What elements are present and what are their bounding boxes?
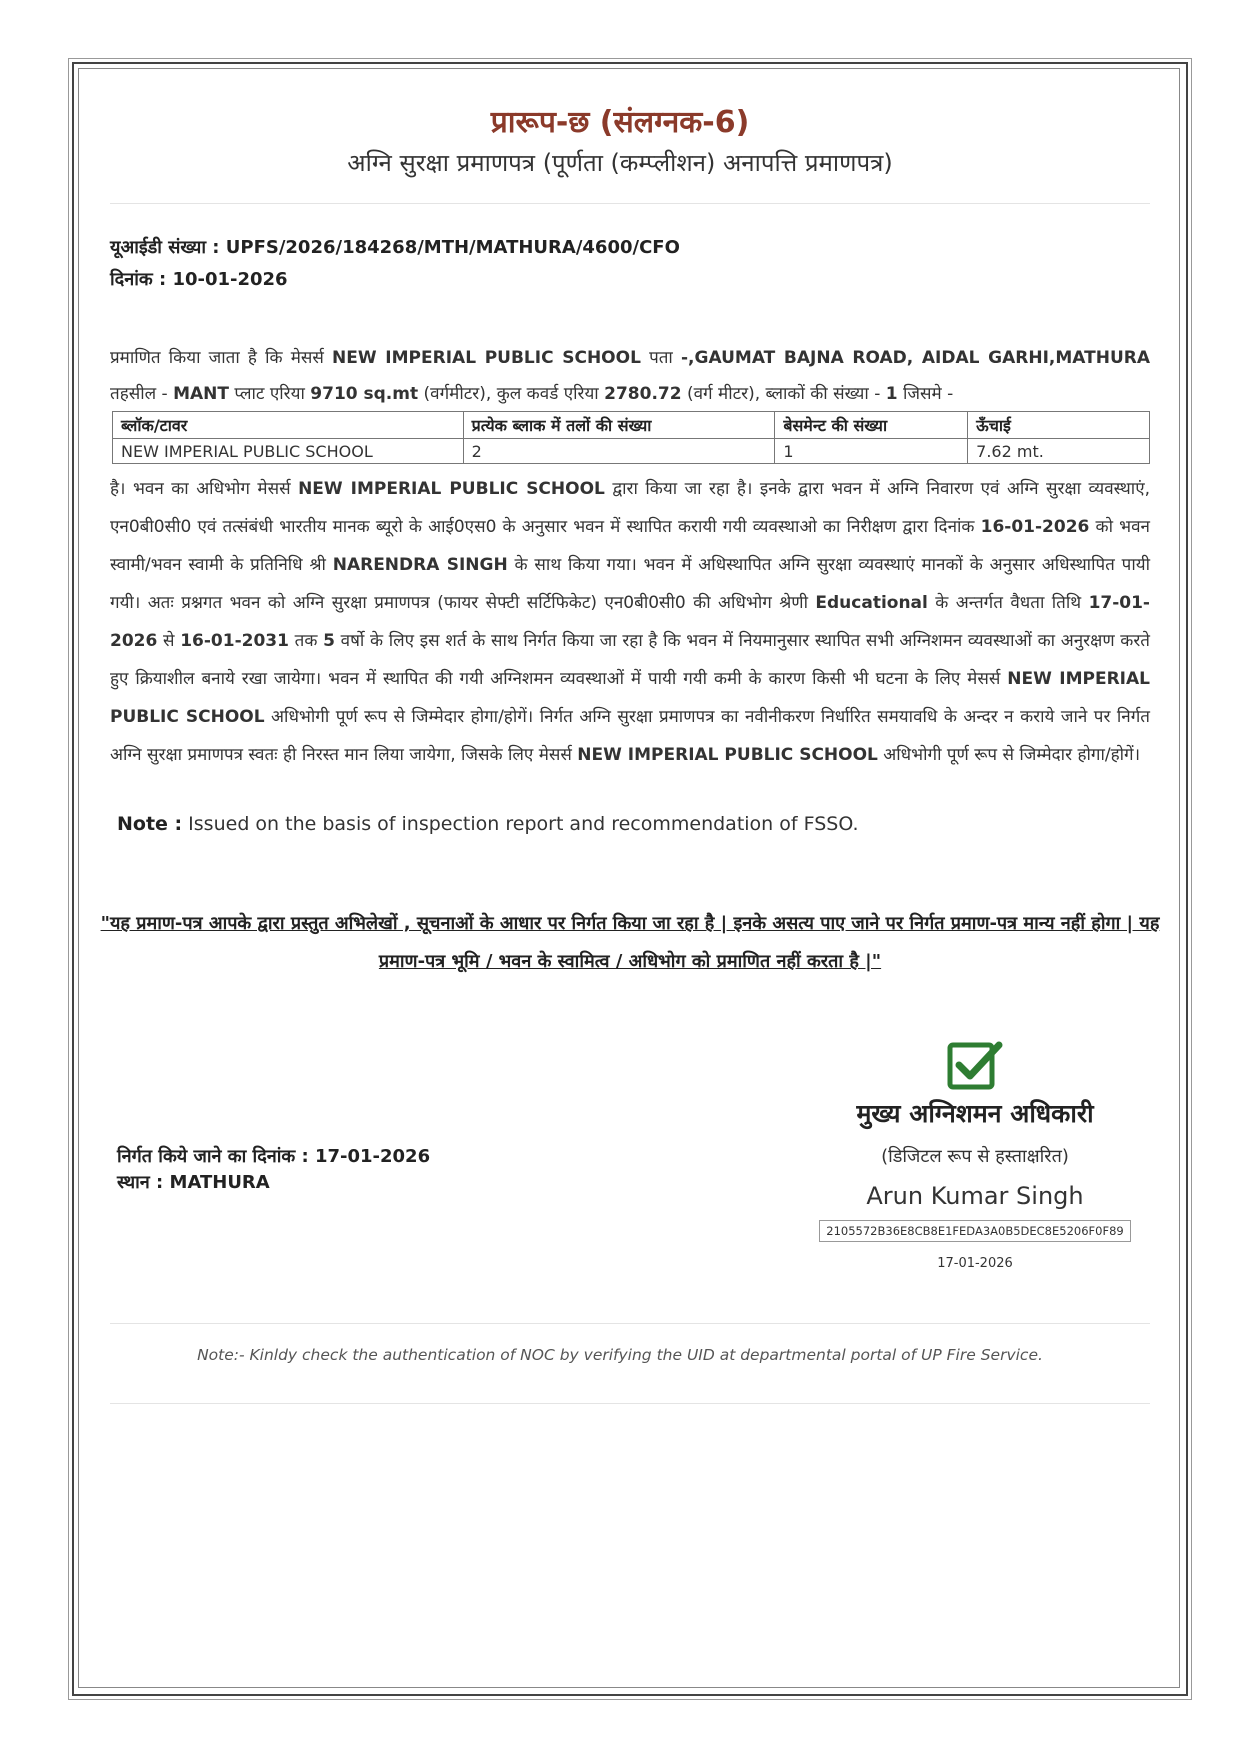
certificate-intro-paragraph [110, 340, 1150, 412]
table-header-row [113, 412, 1150, 439]
column-header: प्रत्येक ब्लाक में तलों की संख्या [463, 412, 775, 439]
text: प्रमाणित किया जाता है कि मेसर्स [110, 348, 333, 368]
text: है। भवन का अधिभोग मेसर्स [110, 479, 299, 499]
text: से [157, 631, 181, 651]
table-cell: 2 [463, 439, 775, 464]
plot-area: 9710 sq.mt [310, 384, 419, 404]
table-cell: 7.62 mt. [968, 439, 1150, 464]
text: के अन्तर्गत वैधता तिथि [927, 593, 1089, 613]
date-line [110, 267, 288, 291]
uid-label: यूआईडी संख्या : [110, 237, 226, 258]
place-label: स्थान : [117, 1172, 170, 1193]
certificate-subtitle: अग्नि सुरक्षा प्रमाणपत्र (पूर्णता (कम्प्लीशन) अनापत्ति प्रमाणपत्र) [347, 149, 893, 177]
signature-date: 17-01-2026 [937, 1256, 1013, 1271]
fsso-note [117, 813, 859, 835]
column-header: ब्लॉक/टावर [113, 412, 464, 439]
blocks-table [112, 411, 1150, 464]
firm-name: NEW IMPERIAL PUBLIC SCHOOL [298, 479, 605, 499]
occupancy-category: Educational [815, 593, 928, 613]
place-line [117, 1170, 270, 1194]
check-icon [947, 1040, 1003, 1092]
text: (वर्गमीटर), कुल कवर्ड एरिया [418, 384, 605, 404]
text: पता [640, 348, 681, 368]
uid-line [110, 235, 680, 259]
text: वर्षो के लिए इस शर्त के साथ निर्गत किया जा रहा है कि भवन में नियमानुसार स्थापित सभी अग्निशमन व्यवस्थाओं का अनुरक्षण करते हुए क्रियाशील बनाये रखा जायेगा। भवन में स्थापित की गयी अग्निशमन व्यवस्थाओं में पायी गयी कमी के कारण किसी भी घटना के लिए मेसर्स [110, 631, 1150, 689]
text: के साथ किया गया। भवन में अधिस्थापित अग्नि सुरक्षा व्यवस्थाएं मानकों के अनुसार अधिस्थापित पायी गयी। अतः प्रश्नगत भवन को अग्नि सुरक्षा प्रमाणपत्र (फायर सेफ्टी सर्टिफिकेट) एन0बी0सी0 की अधिभोग श्रेणी [110, 555, 1150, 613]
text: अधिभोगी पूर्ण रूप से जिम्मेदार होगा/होगें। [877, 745, 1141, 765]
firm-name: NEW IMPERIAL PUBLIC SCHOOL [332, 348, 641, 368]
table-cell: NEW IMPERIAL PUBLIC SCHOOL [113, 439, 464, 464]
firm-name: NEW IMPERIAL PUBLIC SCHOOL [577, 745, 878, 765]
table-cell: 1 [775, 439, 968, 464]
firm-name: NEW IMPERIAL PUBLIC SCHOOL [110, 669, 1150, 727]
text: जिसमे - [897, 384, 954, 404]
officer-title: मुख्य अग्निशमन अधिकारी [856, 1099, 1094, 1128]
table-row [113, 439, 1150, 464]
valid-from-date: 17-01-2026 [110, 593, 1150, 651]
divider [110, 1323, 1150, 1324]
divider [110, 1403, 1150, 1404]
issue-date-value: 17-01-2026 [314, 1146, 431, 1167]
form-title: प्रारूप-छ (संलग्नक-6) [490, 105, 750, 140]
uid-value: UPFS/2026/184268/MTH/MATHURA/4600/CFO [225, 237, 680, 258]
text: अधिभोगी पूर्ण रूप से जिम्मेदार होगा/होगें। निर्गत अग्नि सुरक्षा प्रमाणपत्र का नवीनीकरण निर्धारित समयावधि के अन्दर न कराये जाने पर निर्गत अग्नि सुरक्षा प्रमाणपत्र स्वतः ही निरस्त मान लिया जायेगा, जिसके लिए मेसर्स [110, 707, 1150, 765]
covered-area: 2780.72 [604, 384, 682, 404]
validity-years: 5 [323, 631, 335, 651]
signature-hash: 2105572B36E8CB8E1FEDA3A0B5DEC8E5206F0F89 [819, 1220, 1130, 1242]
text: को भवन स्वामी/भवन स्वामी के प्रतिनिधि श्री [110, 517, 1150, 575]
date-label: दिनांक : [110, 269, 173, 290]
address: -,GAUMAT BAJNA ROAD, AIDAL GARHI,MATHURA [681, 348, 1150, 368]
text: तहसील - [110, 384, 174, 404]
page-border-inner [78, 68, 1180, 1688]
signer-name: Arun Kumar Singh [866, 1182, 1084, 1210]
text: प्लाट एरिया [229, 384, 311, 404]
digitally-signed-text: (डिजिटल रूप से हस्ताक्षरित) [881, 1146, 1069, 1167]
inspection-date: 16-01-2026 [980, 517, 1090, 537]
date-value: 10-01-2026 [172, 269, 288, 290]
footer-note: Note:- Kinldy check the authentication of NOC by verifying the UID at departmental portal of UP Fire Service. [197, 1346, 1043, 1364]
representative-name: NARENDRA SINGH [332, 555, 508, 575]
note-text: Issued on the basis of inspection report and recommendation of FSSO. [182, 813, 859, 835]
blocks-count: 1 [885, 384, 898, 404]
text: द्वारा किया जा रहा है। इनके द्वारा भवन में अग्नि निवारण एवं अग्नि सुरक्षा व्यवस्थाएं, एन0बी0सी0 एवं तत्संबंधी भारतीय मानक ब्यूरो के आई0एस0 के अनुसार भवन में स्थापित करायी गयी व्यवस्थाओ का निरीक्षण द्वारा दिनांक [110, 479, 1151, 537]
column-header: ऊँचाई [968, 412, 1150, 439]
column-header: बेसमेन्ट की संख्या [775, 412, 968, 439]
valid-to-date: 16-01-2031 [180, 631, 289, 651]
issue-date-label: निर्गत किये जाने का दिनांक : [117, 1146, 315, 1167]
disclaimer: "यह प्रमाण-पत्र आपके द्वारा प्रस्तुत अभिलेखों , सूचनाओं के आधार पर निर्गत किया जा रहा है | इनके असत्य पाए जाने पर निर्गत प्रमाण-पत्र मान्य नहीं होगा | यह प्रमाण-पत्र भूमि / भवन के स्वामित्व / अधिभोग को प्रमाणित नहीं करता है |" [100, 913, 1160, 972]
divider [110, 203, 1150, 204]
place-value: MATHURA [169, 1172, 270, 1193]
text: (वर्ग मीटर), ब्लाकों की संख्या - [681, 384, 886, 404]
issue-date-line [117, 1144, 430, 1168]
note-label: Note : [117, 813, 183, 835]
text: तक [288, 631, 324, 651]
tehsil: MANT [173, 384, 229, 404]
certificate-body-paragraph [110, 470, 1150, 774]
signature-block [790, 1040, 1160, 1271]
